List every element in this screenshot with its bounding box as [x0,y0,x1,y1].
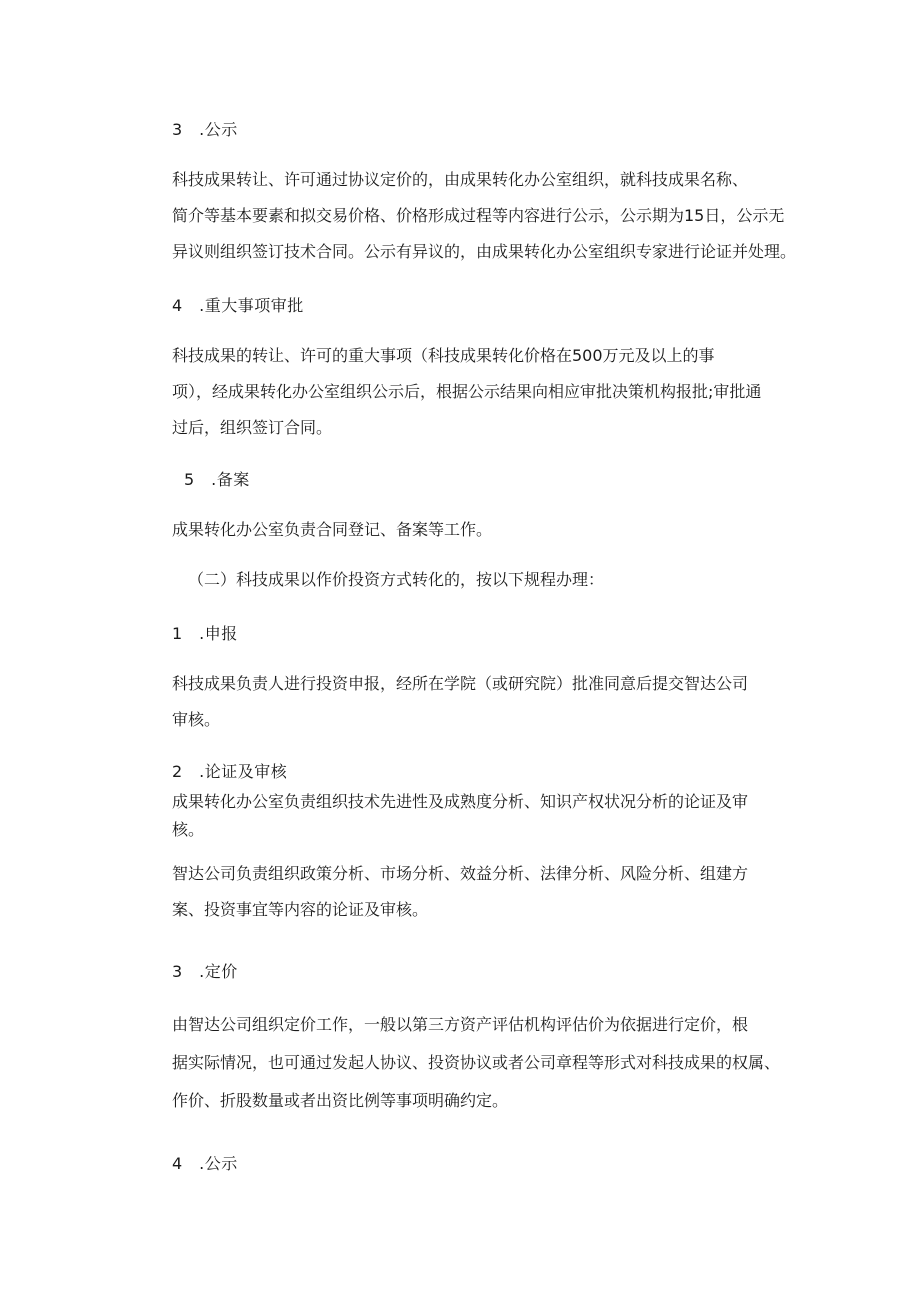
paragraph-review-company: 智达公司负责组织政策分析、市场分析、效益分析、法律分析、风险分析、组建方 案、投资事宜等内容的论证及审核。 [172,864,749,919]
paragraph-review-office: 成果转化办公室负责组织技术先进性及成熟度分析、知识产权状况分析的论证及审 核。 [172,792,749,839]
section-heading-application: 1 .申报 [172,624,238,643]
paragraph-application: 科技成果负责人进行投资申报，经所在学院（或研究院）批准同意后提交智达公司 审核。 [172,674,749,729]
section-heading-major-approval: 4 .重大事项审批 [172,296,304,315]
paragraph-major-approval: 科技成果的转让、许可的重大事项（科技成果转化价格在500万元及以上的事 项），经成果转化办公室组织公示后，根据公示结果向相应审批决策机构报批;审批通 过后，组织签订合同。 [172,346,762,437]
section-heading-pricing: 3 .定价 [172,962,238,981]
section-heading-publicity: 3 .公示 [172,120,238,139]
paragraph-pricing: 由智达公司组织定价工作，一般以第三方资产评估机构评估价为依据进行定价，根 据实际情况，也可通过发起人协议、投资协议或者公司章程等形式对科技成果的权属、 作价、折股数量或者出资比例等事项明确约定。 [172,1015,781,1110]
paragraph-filing: 成果转化办公室负责合同登记、备案等工作。 [172,520,493,539]
paragraph-investment-intro: （二）科技成果以作价投资方式转化的，按以下规程办理： [188,570,605,589]
section-heading-publicity-2: 4 .公示 [172,1154,238,1173]
section-heading-filing: 5 .备案 [184,470,250,489]
paragraph-publicity: 科技成果转让、许可通过协议定价的，由成果转化办公室组织，就科技成果名称、 简介等基本要素和拟交易价格、价格形成过程等内容进行公示，公示期为15日，公示无 异议则组织签订技术合同。公示有异议的，由成果转化办公室组织专家进行论证并处理。 [172,170,797,261]
section-heading-review: 2 .论证及审核 [172,762,288,781]
